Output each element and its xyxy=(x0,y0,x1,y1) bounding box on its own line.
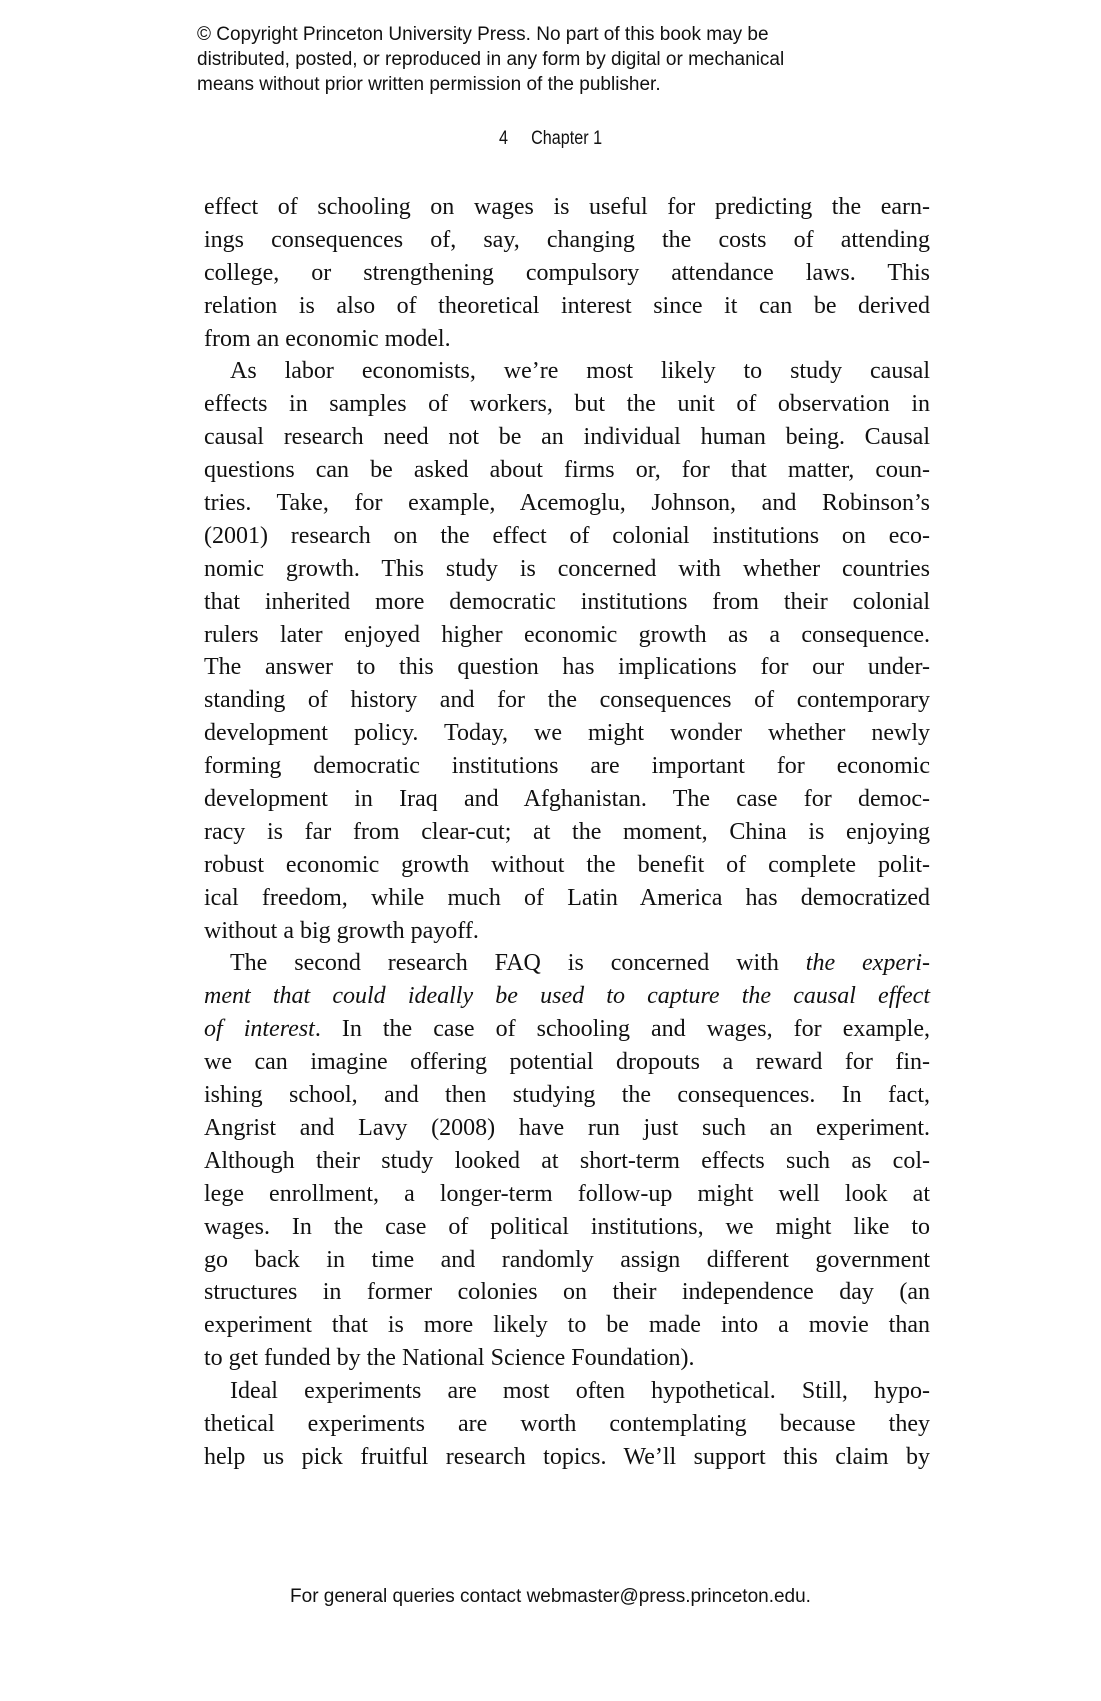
running-head xyxy=(83,128,1019,150)
text-line: structures in former colonies on their independence day (an xyxy=(204,1279,930,1306)
text-line: without a big growth payoff. xyxy=(204,917,479,944)
text-line: racy is far from clear-cut; at the moment, China is enjoying xyxy=(204,818,930,845)
text-line: rulers later enjoyed higher economic growth as a consequence. xyxy=(204,621,930,648)
copyright-line: means without prior written permission of the publisher. xyxy=(197,74,661,95)
text-line: lege enrollment, a longer-term follow-up might well look at xyxy=(204,1180,930,1207)
copyright-notice xyxy=(197,22,917,97)
text-line: development in Iraq and Afghanistan. The case for democ- xyxy=(204,786,930,813)
page-number: 4 xyxy=(498,128,508,149)
text-line: Ideal experiments are most often hypothetical. Still, hypo- xyxy=(230,1378,930,1405)
text-line: thetical experiments are worth contemplating because they xyxy=(204,1410,930,1437)
text-line: Although their study looked at short-term effects such as col- xyxy=(204,1147,930,1174)
text-line xyxy=(204,980,930,1013)
italic-text: the experi- xyxy=(805,950,930,977)
text-line: ical freedom, while much of Latin America has democratized xyxy=(204,884,930,911)
text-line: wages. In the case of political institutions, we might like to xyxy=(204,1213,930,1240)
text-line: questions can be asked about firms or, for that matter, coun- xyxy=(204,457,930,484)
italic-text: ment that could ideally be used to capture the causal effect xyxy=(204,983,930,1010)
text-line: from an economic model. xyxy=(204,325,451,352)
text-line: (2001) research on the effect of colonial institutions on eco- xyxy=(204,522,930,549)
text-line: nomic growth. This study is concerned with whether countries xyxy=(204,555,930,582)
footer-contact: For general queries contact webmaster@press.princeton.edu. xyxy=(290,1586,811,1607)
text-line: standing of history and for the consequences of contemporary xyxy=(204,687,930,714)
paragraph xyxy=(204,1375,930,1474)
paragraph xyxy=(204,947,930,1375)
text-line: that inherited more democratic institutions from their colonial xyxy=(204,588,930,615)
text-line: tries. Take, for example, Acemoglu, Johnson, and Robinson’s xyxy=(204,490,930,517)
text-line: As labor economists, we’re most likely to study causal xyxy=(230,358,930,385)
text-line: we can imagine offering potential dropouts a reward for fin- xyxy=(204,1049,930,1076)
body-text xyxy=(204,191,930,1474)
text-line: experiment that is more likely to be made into a movie than xyxy=(204,1312,930,1339)
text-line: college, or strengthening compulsory attendance laws. This xyxy=(204,259,930,286)
text-line: effects in samples of workers, but the unit of observation in xyxy=(204,391,930,418)
text-line: development policy. Today, we might wonder whether newly xyxy=(204,720,930,747)
text-line: forming democratic institutions are important for economic xyxy=(204,753,930,780)
paragraph xyxy=(204,355,930,947)
text-line: ishing school, and then studying the consequences. In fact, xyxy=(204,1082,930,1109)
text-line: help us pick fruitful research topics. We’ll support this claim by xyxy=(204,1443,930,1470)
text-line xyxy=(204,947,930,980)
text-line: robust economic growth without the benefit of complete polit- xyxy=(204,851,930,878)
italic-text: of interest xyxy=(204,1016,315,1043)
copyright-line: © Copyright Princeton University Press. No part of this book may be xyxy=(197,24,769,45)
chapter-title: Chapter 1 xyxy=(531,128,603,149)
text-segment: The second research FAQ is concerned with xyxy=(230,950,806,977)
text-line: effect of schooling on wages is useful for predicting the earn- xyxy=(204,194,930,220)
copyright-line: distributed, posted, or reproduced in any form by digital or mechanical xyxy=(197,49,785,70)
text-line: to get funded by the National Science Foundation). xyxy=(204,1345,695,1372)
text-line: ings consequences of, say, changing the costs of attending xyxy=(204,226,930,253)
text-segment: . In the case of schooling and wages, for example, xyxy=(314,1016,930,1043)
paragraph xyxy=(204,191,930,355)
text-line xyxy=(204,1013,930,1046)
text-line: go back in time and randomly assign different government xyxy=(204,1246,930,1273)
text-line: The answer to this question has implications for our under- xyxy=(204,654,930,681)
text-line: causal research need not be an individual human being. Causal xyxy=(204,424,930,451)
text-line: relation is also of theoretical interest since it can be derived xyxy=(204,292,930,319)
text-line: Angrist and Lavy (2008) have run just such an experiment. xyxy=(204,1114,930,1141)
